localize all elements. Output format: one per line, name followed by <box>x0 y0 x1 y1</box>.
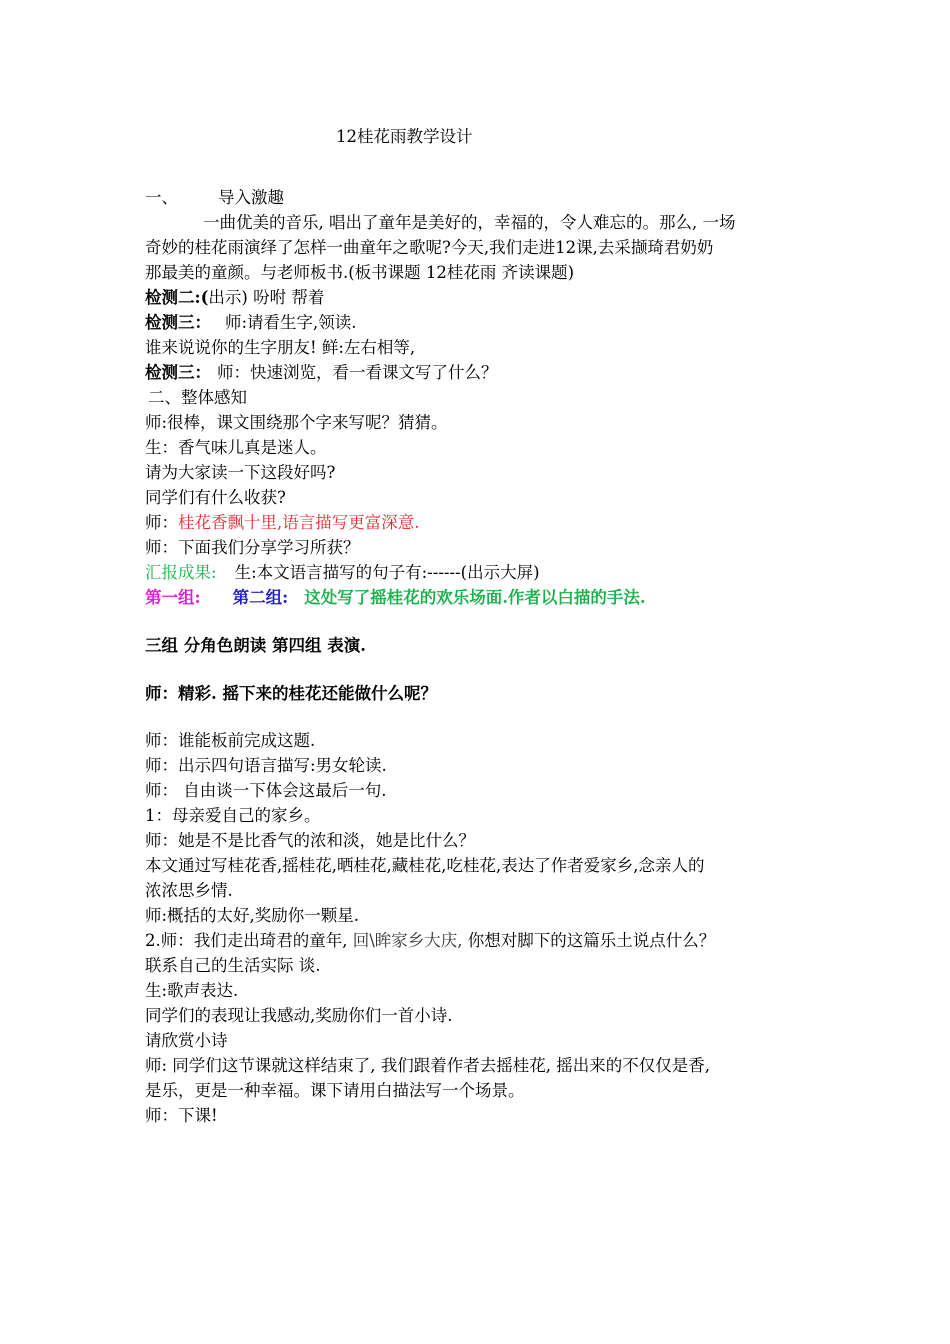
line-h1-part-3: 你想对脚下的这篇乐土说点什么？ <box>462 931 716 950</box>
section-1-title: 导入激趣 <box>218 188 284 207</box>
line-h1 <box>145 929 810 953</box>
line-b: 师：出示四句语言描写:男女轮读. <box>145 756 387 775</box>
teacher-line-4: 师：精彩. 摇下来的桂花还能做什么呢？ <box>145 684 437 703</box>
group-2-label: 第二组: <box>232 588 289 607</box>
line-g: 师:概括的太好,奖励你一颗星. <box>145 906 360 925</box>
group-1-label: 第一组: <box>145 588 201 607</box>
page-title: 12桂花雨教学设计 <box>336 127 473 146</box>
intro-line-2: 奇妙的桂花雨演绎了怎样一曲童年之歌呢?今天,我们走进12课,去采撷琦君奶奶 <box>145 238 714 257</box>
line-m2: 是乐，更是一种幸福。课下请用白描法写一个场景。 <box>145 1081 525 1100</box>
student-line-1: 生：香气味儿真是迷人。 <box>145 438 327 457</box>
intro-line-3: 那最美的童颜。与老师板书.(板书课题 12桂花雨 齐读课题) <box>145 263 575 282</box>
check-3a-text: 师:请看生字,领读. <box>225 313 357 332</box>
teacher-2-prefix: 师： <box>145 513 178 532</box>
groups-line-2: 三组 分角色朗读 第四组 表演. <box>145 636 366 655</box>
ask-read-line: 请为大家读一下这段好吗? <box>145 463 336 482</box>
line-f2: 浓浓思乡情. <box>145 881 233 900</box>
teacher-2-highlight: 桂花香飘十里,语言描写更富深意. <box>178 513 420 532</box>
line-m1: 师: 同学们这节课就这样结束了, 我们跟着作者去摇桂花, 摇出来的不仅仅是香, <box>145 1056 711 1075</box>
line-a: 师：谁能板前完成这题. <box>145 731 316 750</box>
check-3b-text: 师：快速浏览，看一看课文写了什么？ <box>217 363 498 382</box>
check-3a-line <box>145 311 810 335</box>
line-f1: 本文通过写桂花香,摇桂花,晒桂花,藏桂花,吃桂花,表达了作者爱家乡,念亲人的 <box>145 856 705 875</box>
report-line <box>145 561 810 585</box>
check-2-text: 出示) 吩咐 帮着 <box>208 288 325 307</box>
groups-line <box>145 586 810 610</box>
teacher-line-3: 师：下面我们分享学习所获？ <box>145 538 360 557</box>
check-3b-line <box>145 361 810 385</box>
line-h2: 联系自己的生活实际 谈. <box>145 956 321 975</box>
report-text: 生:本文语言描写的句子有:------(出示大屏) <box>234 563 540 582</box>
line-e: 师：她是不是比香气的浓和淡，她是比什么？ <box>145 831 475 850</box>
line-d: 1：母亲爱自己的家乡。 <box>145 806 321 825</box>
friend-line: 谁来说说你的生字朋友! 鲜:左右相等, <box>145 338 416 357</box>
check-2-label: 检测二:( <box>145 288 209 307</box>
line-c: 师： 自由谈一下体会这最后一句. <box>145 781 387 800</box>
teacher-line-2 <box>145 511 810 535</box>
line-n: 师：下课! <box>145 1106 218 1125</box>
check-3b-label: 检测三： <box>145 363 211 382</box>
section-1-number: 一、 <box>145 188 178 207</box>
ask-gain-line: 同学们有什么收获? <box>145 488 286 507</box>
section-1-heading <box>145 186 810 210</box>
group-2-text: 这处写了摇桂花的欢乐场面.作者以白描的手法. <box>304 588 646 607</box>
intro-line-1: 一曲优美的音乐, 唱出了童年是美好的，幸福的，令人难忘的。那么, 一场 <box>203 213 736 232</box>
teacher-line-1: 师:很棒，课文围绕那个字来写呢？猜猜。 <box>145 413 448 432</box>
line-i: 生:歌声表达. <box>145 981 239 1000</box>
check-2-line <box>145 286 810 310</box>
line-h1-part-1: 2.师：我们走出琦君的童年, <box>145 931 353 950</box>
check-3a-label: 检测三： <box>145 313 211 332</box>
report-label: 汇报成果: <box>145 563 217 582</box>
line-h1-part-2: 回\眸家乡大庆, <box>352 931 463 950</box>
line-j: 同学们的表现让我感动,奖励你们一首小诗. <box>145 1006 453 1025</box>
section-2-heading: 二、整体感知 <box>148 388 247 407</box>
line-k: 请欣赏小诗 <box>145 1031 228 1050</box>
